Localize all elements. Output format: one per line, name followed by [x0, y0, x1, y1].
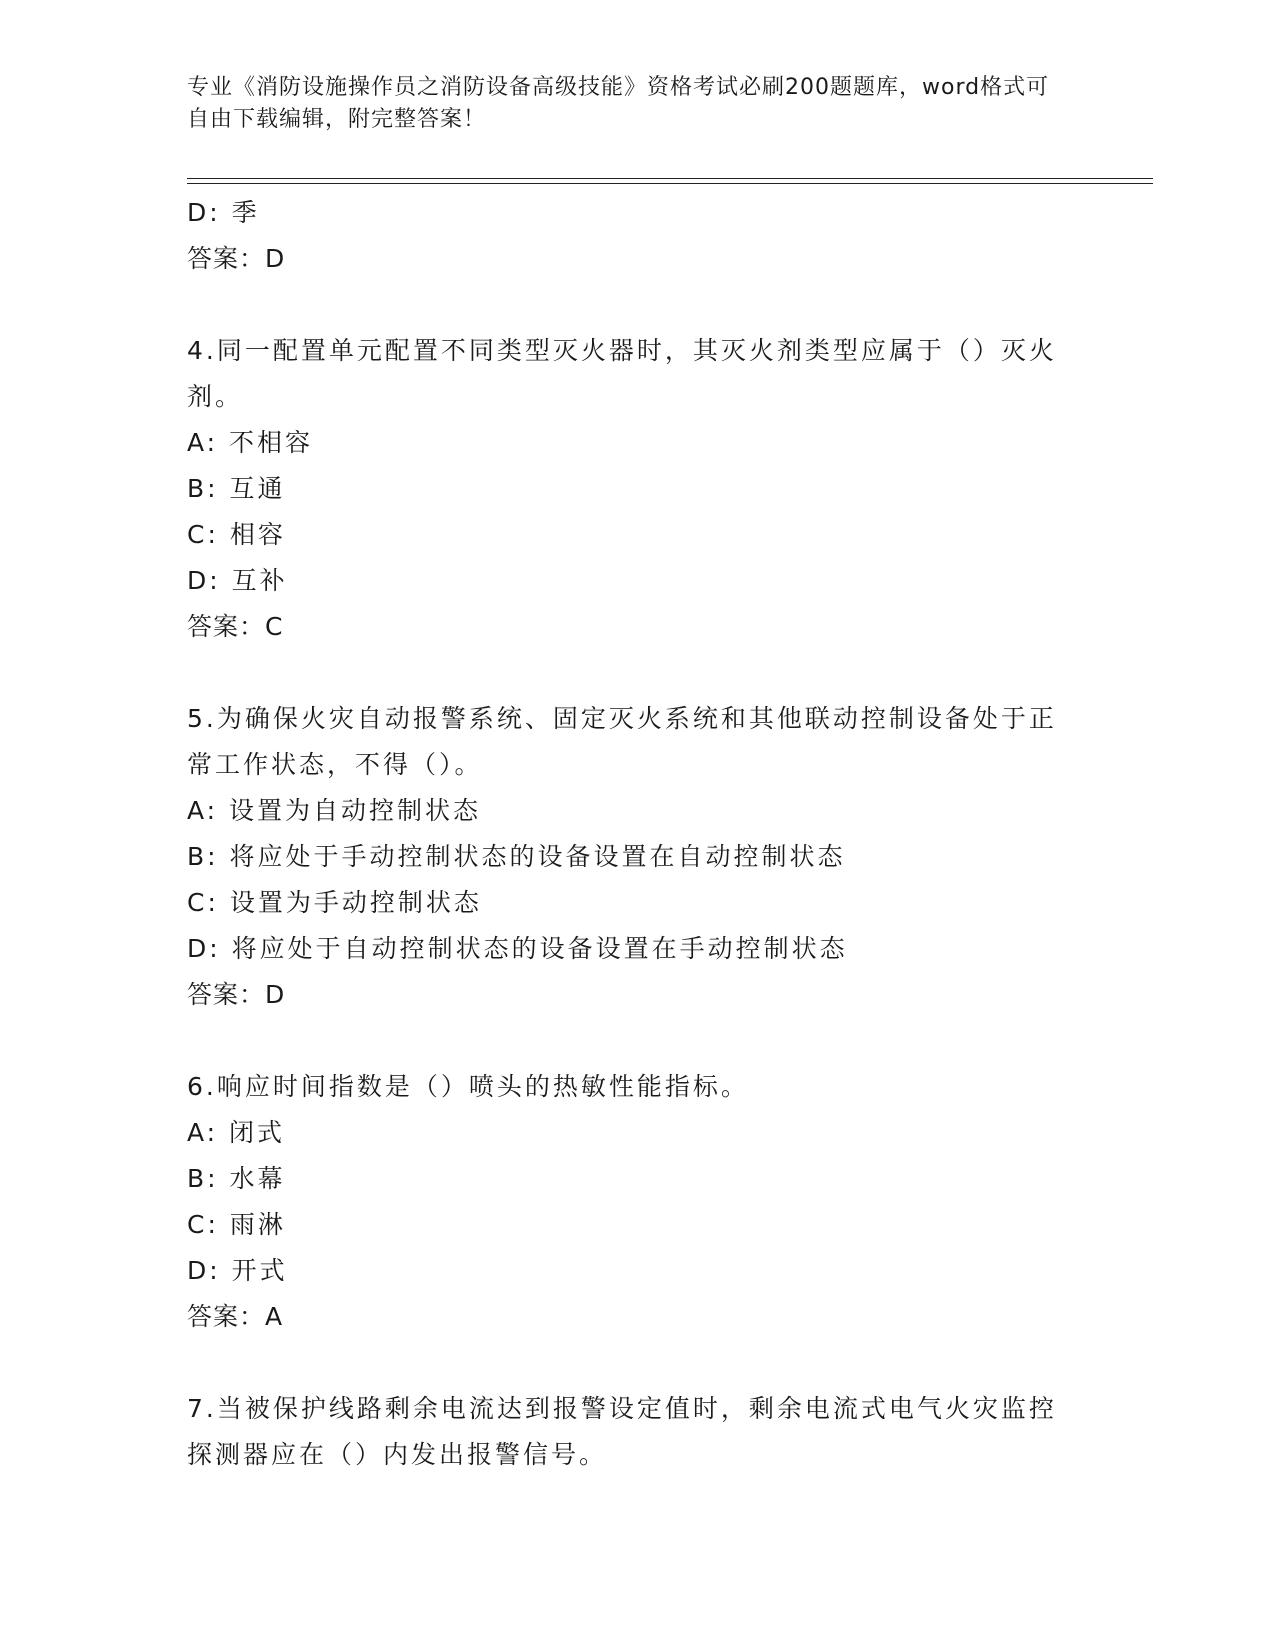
- document-header: 专业《消防设施操作员之消防设备高级技能》资格考试必刷200题题库，word格式可自由下载编辑，附完整答案！: [187, 75, 1050, 132]
- option-c: C: 雨淋: [187, 1210, 286, 1239]
- option-a: A: 设置为自动控制状态: [187, 796, 482, 825]
- question-stem: 6.响应时间指数是（）喷头的热敏性能指标。: [187, 1072, 749, 1101]
- header-divider-top: [187, 178, 1153, 179]
- option-a: A: 闭式: [187, 1118, 286, 1147]
- option-d: D: 开式: [187, 1256, 288, 1285]
- answer-line: 答案：A: [187, 1302, 284, 1331]
- option-d: D: 将应处于自动控制状态的设备设置在手动控制状态: [187, 934, 848, 963]
- question-7: [187, 1386, 1067, 1478]
- option-b: B: 将应处于手动控制状态的设备设置在自动控制状态: [187, 842, 846, 871]
- option-c: C: 设置为手动控制状态: [187, 888, 482, 917]
- option-a: A: 不相容: [187, 428, 314, 457]
- question-stem: 5.为确保火灾自动报警系统、固定灭火系统和其他联动控制设备处于正常工作状态，不得（）。: [187, 704, 1057, 779]
- question-stem: 7.当被保护线路剩余电流达到报警设定值时，剩余电流式电气火灾监控探测器应在（）内发出报警信号。: [187, 1394, 1057, 1469]
- option-b: B: 互通: [187, 474, 286, 503]
- document-body: [187, 190, 1067, 1478]
- answer-line: 答案：D: [187, 980, 286, 1009]
- option-d: D: 季: [187, 198, 260, 227]
- question-stem: 4.同一配置单元配置不同类型灭火器时，其灭火剂类型应属于（）灭火剂。: [187, 336, 1057, 411]
- option-c: C: 相容: [187, 520, 286, 549]
- question-5: [187, 696, 1067, 1018]
- question-4: [187, 328, 1067, 650]
- header-divider-bottom: [187, 183, 1153, 184]
- question-6: [187, 1064, 1067, 1340]
- answer-line: 答案：D: [187, 244, 286, 273]
- option-b: B: 水幕: [187, 1164, 286, 1193]
- answer-line: 答案：C: [187, 612, 284, 641]
- option-d: D: 互补: [187, 566, 288, 595]
